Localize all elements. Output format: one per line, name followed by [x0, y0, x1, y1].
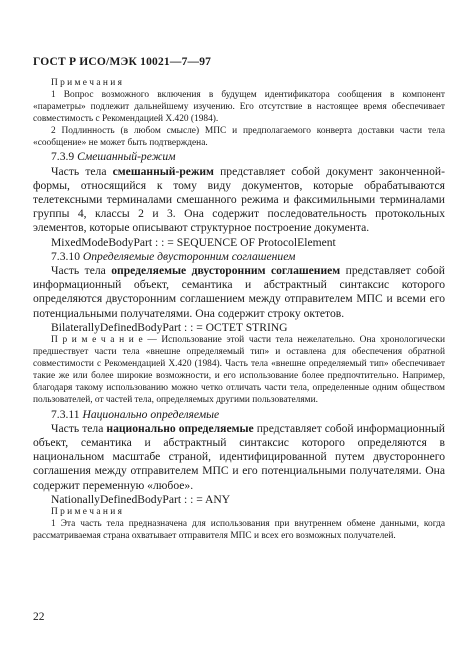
asn-definition: NationallyDefinedBodyPart : : = ANY — [51, 492, 231, 506]
defined-term: определяемые двусторонним соглашением — [111, 264, 341, 278]
defined-term: национально определяемые — [106, 421, 254, 435]
paragraph-text: представляет собой документ законченной-формы, относящийся к тому виду документов, которые обрабатываются телетексными терминалами смешанного режима и факсимильными терминалами группы 4, классы 2 и 3. Она содержит последовательность протокольных элементов, которые описывают структурное построение документа. — [33, 164, 445, 235]
section-title: Национально определяемые — [82, 407, 220, 421]
note-text: — Использование этой части тела нежелательно. Она хронологически предшествует части тела «внешне определяемый тип» и оставлена для обеспечения обратной совместимости с Рекомендацией Х.420 (1984). Часть тела «внешне определяемый тип» обеспечивает такие же или более широкие возможности, и его использование более предпочтительно. Например, благодаря такому использованию можно четко отличать части тела, определенные одним обществом пользователей, от частей тела, определяемых другими пользователями. — [33, 335, 446, 405]
section-paragraph — [33, 422, 445, 493]
paragraph-text: представляет собой информационный объект, семантика и абстрактный синтаксис которого определяются двусторонним соглашением между отправителем МПС и всеми его потенциальными получателями. Она содержит строку октетов. — [33, 264, 446, 320]
note-item: 1 Вопрос возможного включения в будущем идентификатора сообщения в компонент «параметры» подлежит дальнейшему изучению. Его отсутствие в настоящее время обеспечивает совместимость с Рекомендацией Х.420 (1984). — [33, 89, 445, 124]
asn-definition: MixedModeBodyPart : : = SEQUENCE OF ProtocolElement — [51, 235, 336, 249]
section-number: 7.3.11 — [51, 407, 80, 421]
section-heading — [33, 150, 445, 164]
note-label: П р и м е ч а н и е — [51, 335, 143, 346]
section-heading — [33, 250, 445, 264]
section-paragraph — [33, 165, 445, 236]
note-item: 1 Эта часть тела предназначена для использования при внутреннем обмене данными, когда рассматриваемая страна охватывает отправителя МПС и всех его возможных получателей. — [33, 518, 445, 541]
standard-header: ГОСТ Р ИСО/МЭК 10021—7—97 — [33, 56, 212, 68]
paragraph-text: представляет собой информационный объект, семантика и абстрактный синтаксис которого определяются в национальном масштабе страной, идентифицированной путем двустороннего соглашения между отправителем МПС и его потенциальными получателями. Она содержит переменную «любое». — [33, 421, 446, 492]
note-item — [33, 335, 445, 406]
section-title: Определяемые двусторонним соглашением — [82, 249, 296, 263]
paragraph-text: Часть тела — [51, 421, 107, 435]
asn-definition: BilaterallyDefinedBodyPart : : = OCTET STRING — [51, 320, 288, 334]
section-title: Смешанный-режим — [77, 150, 176, 164]
page-number: 22 — [33, 611, 45, 623]
section-number: 7.3.9 — [51, 150, 75, 164]
section-heading — [33, 408, 445, 422]
section-paragraph — [33, 264, 445, 321]
paragraph-text: Часть тела — [51, 264, 112, 278]
paragraph-text: Часть тела — [51, 164, 113, 178]
page-body — [33, 78, 445, 543]
defined-term: смешанный-режим — [112, 164, 214, 178]
note-item: 2 Подлинность (в любом смысле) МПС и предполагаемого конверта доставки части тела «сообщение» не может быть подтверждена. — [33, 125, 445, 148]
notes-title: П р и м е ч а н и я — [51, 506, 122, 517]
section-number: 7.3.10 — [51, 249, 80, 263]
notes-title: П р и м е ч а н и я — [51, 78, 122, 88]
